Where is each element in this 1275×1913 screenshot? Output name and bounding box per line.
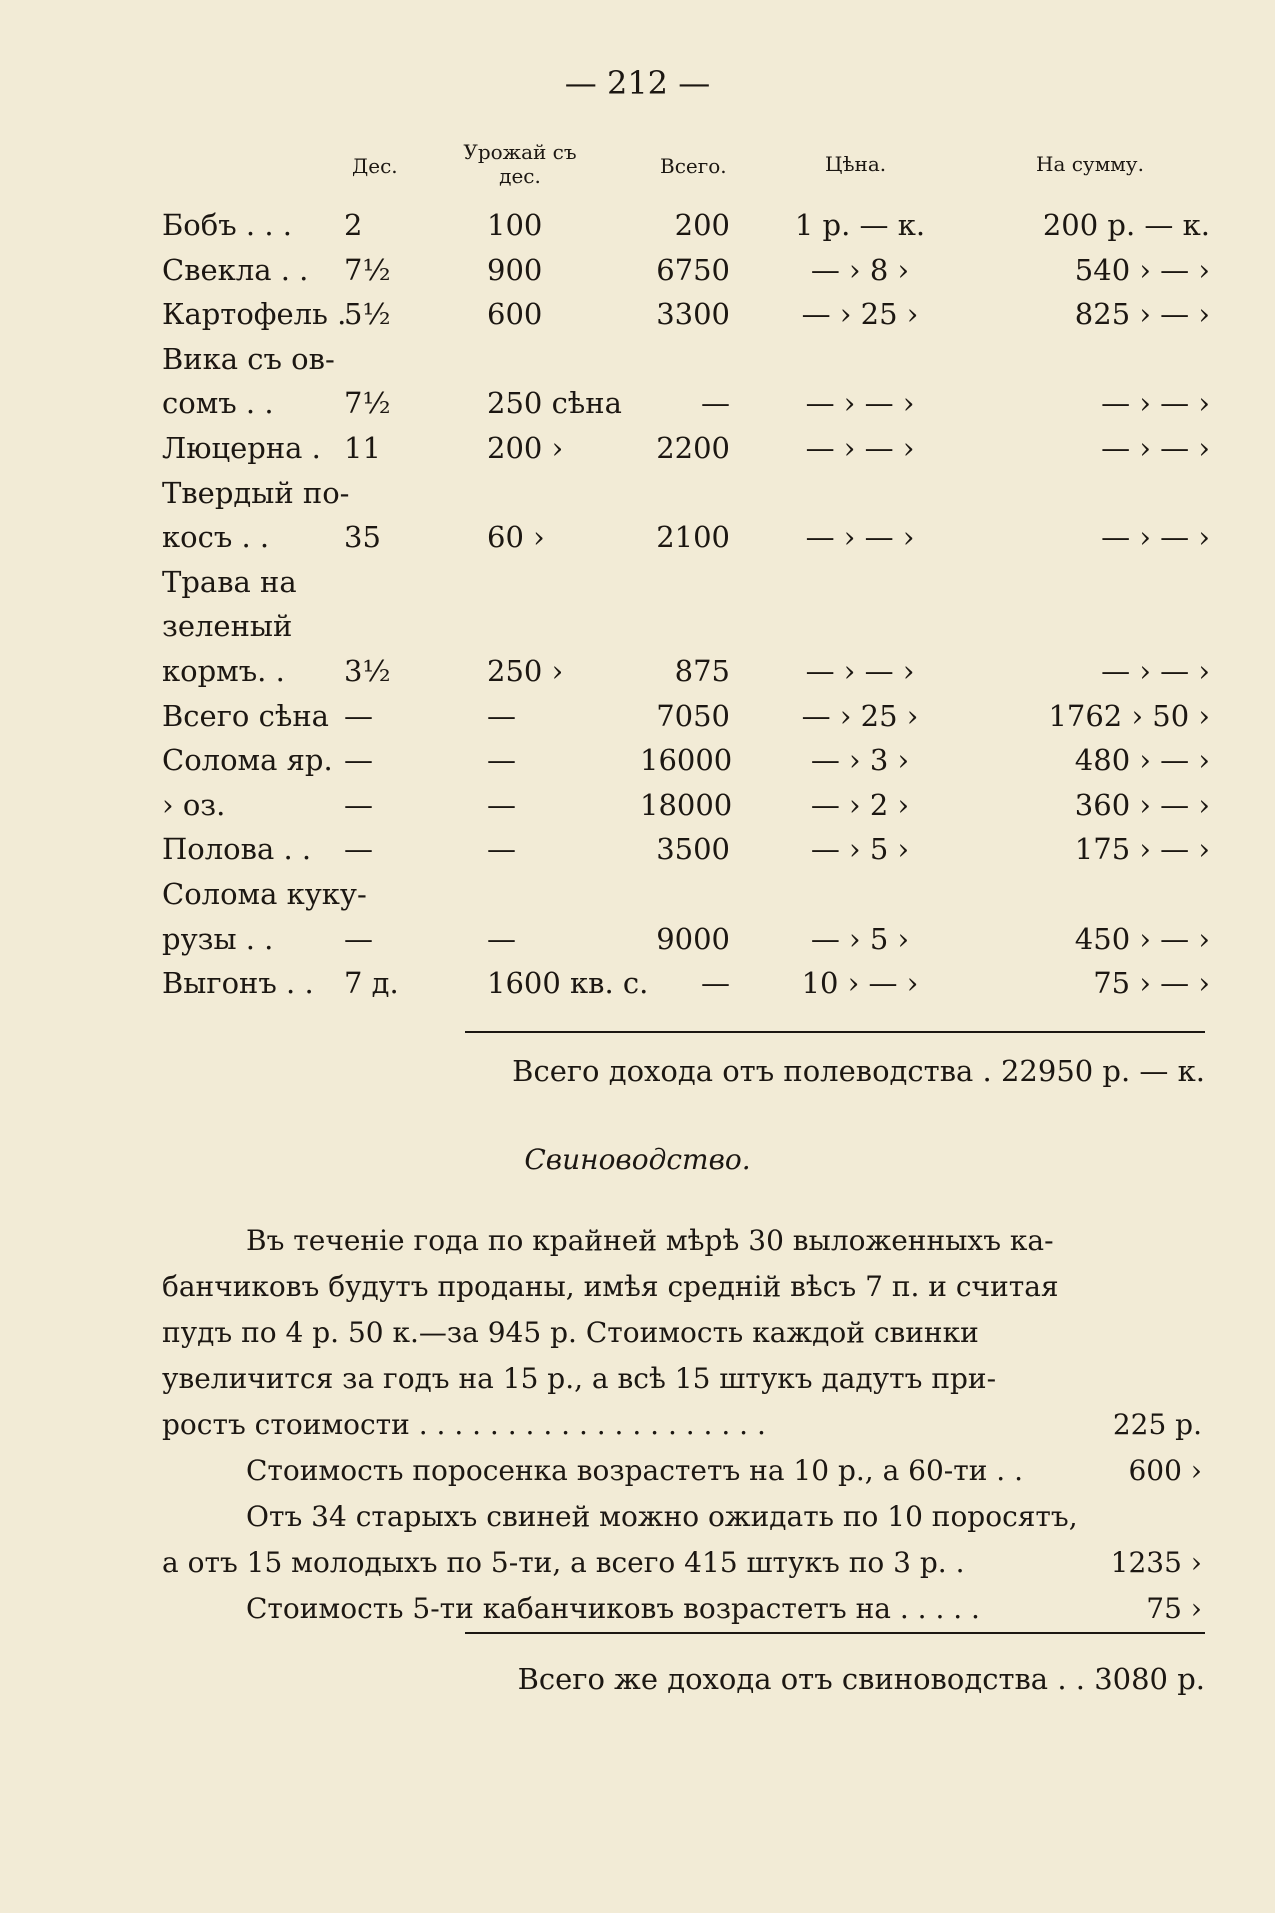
cell-des: — [344,921,373,956]
table-row [0,962,1275,1006]
cell-total: 2200 [656,431,730,465]
row-label: Люцерна . [162,431,321,465]
cell-sum: 480 › — › [1074,743,1210,778]
col-header-sum: На сумму. [1036,152,1144,176]
cell-yield: 250 › [487,654,564,688]
cell-price: — › 5 › [810,832,910,867]
table-row [0,249,1275,293]
cell-price: — › 25 › [801,698,919,733]
cell-total: 3500 [656,832,730,867]
row-label: Солома яр. [162,743,333,778]
cell-price: — › — › [805,654,915,688]
line-amount: 1235 › [1110,1546,1202,1579]
cell-total: 7050 [656,698,730,733]
text-line [162,1264,1202,1310]
cell-total: 200 [674,208,730,242]
cell-yield: — [487,832,516,867]
row-label: Картофель . [162,297,347,332]
table-row [0,695,1275,739]
text-line-content: а отъ 15 молодыхъ по 5-ти, а всего 415 штукъ по 3 р. . [162,1546,965,1579]
row-label: рузы . . [162,921,274,956]
text-line-content: пудъ по 4 р. 50 к.—за 945 р. Стоимость каждой свинки [162,1316,979,1349]
section-total: Всего же дохода отъ свиноводства . . 3080 р. [517,1662,1205,1696]
text-line-content: увеличится за годъ на 15 р., а всѣ 15 штукъ дадутъ при- [162,1362,997,1395]
cell-sum: — › — › [1101,654,1210,688]
row-label: Солома куку- [162,877,367,911]
text-line [162,1494,1202,1540]
table-total: Всего дохода отъ полеводства . 22950 р. — к. [512,1054,1205,1088]
text-line-content: Въ теченіе года по крайней мѣрѣ 30 выложенныхъ ка- [246,1224,1054,1257]
cell-total: 3300 [656,297,730,332]
row-label: Выгонъ . . [162,966,314,1001]
cell-yield: — [487,921,516,956]
cell-yield: 200 › [487,431,564,465]
row-label: Трава на [162,564,297,599]
table-row-name-wrap [0,605,1275,649]
cell-sum: 75 › — › [1093,966,1210,1001]
cell-des: 7½ [344,386,391,421]
cell-sum: 825 › — › [1074,297,1210,332]
table-row [0,382,1275,426]
cell-total: — [701,966,730,1001]
text-line-content: Отъ 34 старыхъ свиней можно ожидать по 10 поросятъ, [246,1500,1078,1533]
text-line-content: Стоимость поросенка возрастетъ на 10 р., а 60-ти . . [246,1454,1023,1487]
cell-price: — › 25 › [801,297,919,332]
cell-price: — › 8 › [810,252,910,287]
cell-des: 3½ [344,654,391,688]
row-label: Всего сѣна [162,698,329,733]
text-line [162,1540,1202,1586]
text-line-content: банчиковъ будутъ проданы, имѣя средній вѣсъ 7 п. и считая [162,1270,1059,1303]
table-row-name-wrap [0,561,1275,605]
row-label: кормъ. . [162,654,285,688]
col-header-price: Цѣна. [825,152,887,176]
row-label: › оз. [162,787,226,822]
cell-total: 18000 [640,787,733,822]
line-amount: 600 › [1128,1454,1202,1487]
cell-sum: 450 › — › [1074,921,1210,956]
col-header-yield-line1: Урожай съ [463,140,577,164]
table-row [0,739,1275,783]
cell-sum: — › — › [1101,431,1210,465]
col-header-yield [455,140,585,188]
cell-sum: 1762 › 50 › [1048,698,1210,733]
text-line [162,1448,1202,1494]
cell-total: 2100 [656,520,730,555]
text-line [162,1402,1202,1448]
cell-total: 16000 [640,743,733,778]
cell-sum: 200 р. — к. [1042,208,1210,242]
text-line-content: Стоимость 5-ти кабанчиковъ возрастетъ на . . . . . [246,1592,980,1625]
text-line-content: ростъ стоимости . . . . . . . . . . . . . . . . . . . . [162,1408,766,1441]
cell-sum: 175 › — › [1074,832,1210,867]
cell-sum: 540 › — › [1074,252,1210,287]
text-line [162,1356,1202,1402]
line-amount: 75 › [1146,1592,1202,1625]
cell-yield: 600 [487,297,543,332]
cell-yield: 60 › [487,520,545,555]
cell-des: — [344,832,373,867]
table-row [0,784,1275,828]
table-row [0,650,1275,694]
row-label: косъ . . [162,520,270,555]
cell-des: 35 [344,520,381,555]
table-row-name-wrap [0,472,1275,516]
line-amount: 225 р. [1112,1408,1202,1441]
cell-des: — [344,743,373,778]
row-label: сомъ . . [162,386,274,421]
cell-sum: — › — › [1101,386,1210,421]
table-row [0,293,1275,337]
cell-total: 9000 [656,921,730,956]
cell-des: — [344,698,373,733]
table-row [0,828,1275,872]
section-title: Свиноводство. [524,1143,751,1176]
cell-price: — › 5 › [810,921,910,956]
cell-yield: 1600 кв. с. [487,966,649,1001]
page-number: — 212 — [564,64,711,102]
cell-sum: 360 › — › [1074,787,1210,822]
cell-yield: — [487,743,516,778]
cell-price: — › — › [805,520,915,555]
text-line [162,1218,1202,1264]
row-label: Полова . . [162,832,312,867]
cell-des: 5½ [344,297,391,332]
row-label: Твердый по- [162,475,350,510]
pig-farming-text [162,1218,1202,1632]
col-header-yield-line2: дес. [499,164,541,188]
text-line [162,1586,1202,1632]
col-header-des: Дес. [352,154,398,178]
cell-sum: — › — › [1101,520,1210,555]
cell-price: — › — › [805,431,915,465]
table-row-name-wrap [0,873,1275,917]
cell-yield: — [487,698,516,733]
cell-yield: 100 [487,208,543,242]
row-label: зеленый [162,609,293,644]
table-row-name-wrap [0,338,1275,382]
cell-total: 6750 [656,252,730,287]
table-row [0,204,1275,248]
cell-total: 875 [674,654,730,688]
cell-yield: 900 [487,252,543,287]
row-label: Вика съ ов- [162,341,335,376]
cell-price: 1 р. — к. [794,208,926,242]
col-header-total: Всего. [660,154,727,178]
cell-price: 10 › — › [801,966,919,1001]
cell-total: — [701,386,730,421]
cell-price: — › 2 › [810,787,910,822]
section-total-rule [465,1632,1205,1634]
cell-des: — [344,787,373,822]
text-line [162,1310,1202,1356]
table-row [0,918,1275,962]
cell-des: 11 [344,431,381,465]
cell-yield: — [487,787,516,822]
row-label: Свекла . . [162,252,309,287]
cell-des: 2 [344,208,363,242]
table-row [0,427,1275,471]
table-row [0,516,1275,560]
cell-des: 7½ [344,252,391,287]
cell-yield: 250 сѣна [487,386,622,421]
cell-price: — › 3 › [810,743,910,778]
cell-price: — › — › [805,386,915,421]
row-label: Бобъ . . . [162,208,292,242]
table-total-rule [465,1031,1205,1033]
cell-des: 7 д. [344,966,399,1001]
